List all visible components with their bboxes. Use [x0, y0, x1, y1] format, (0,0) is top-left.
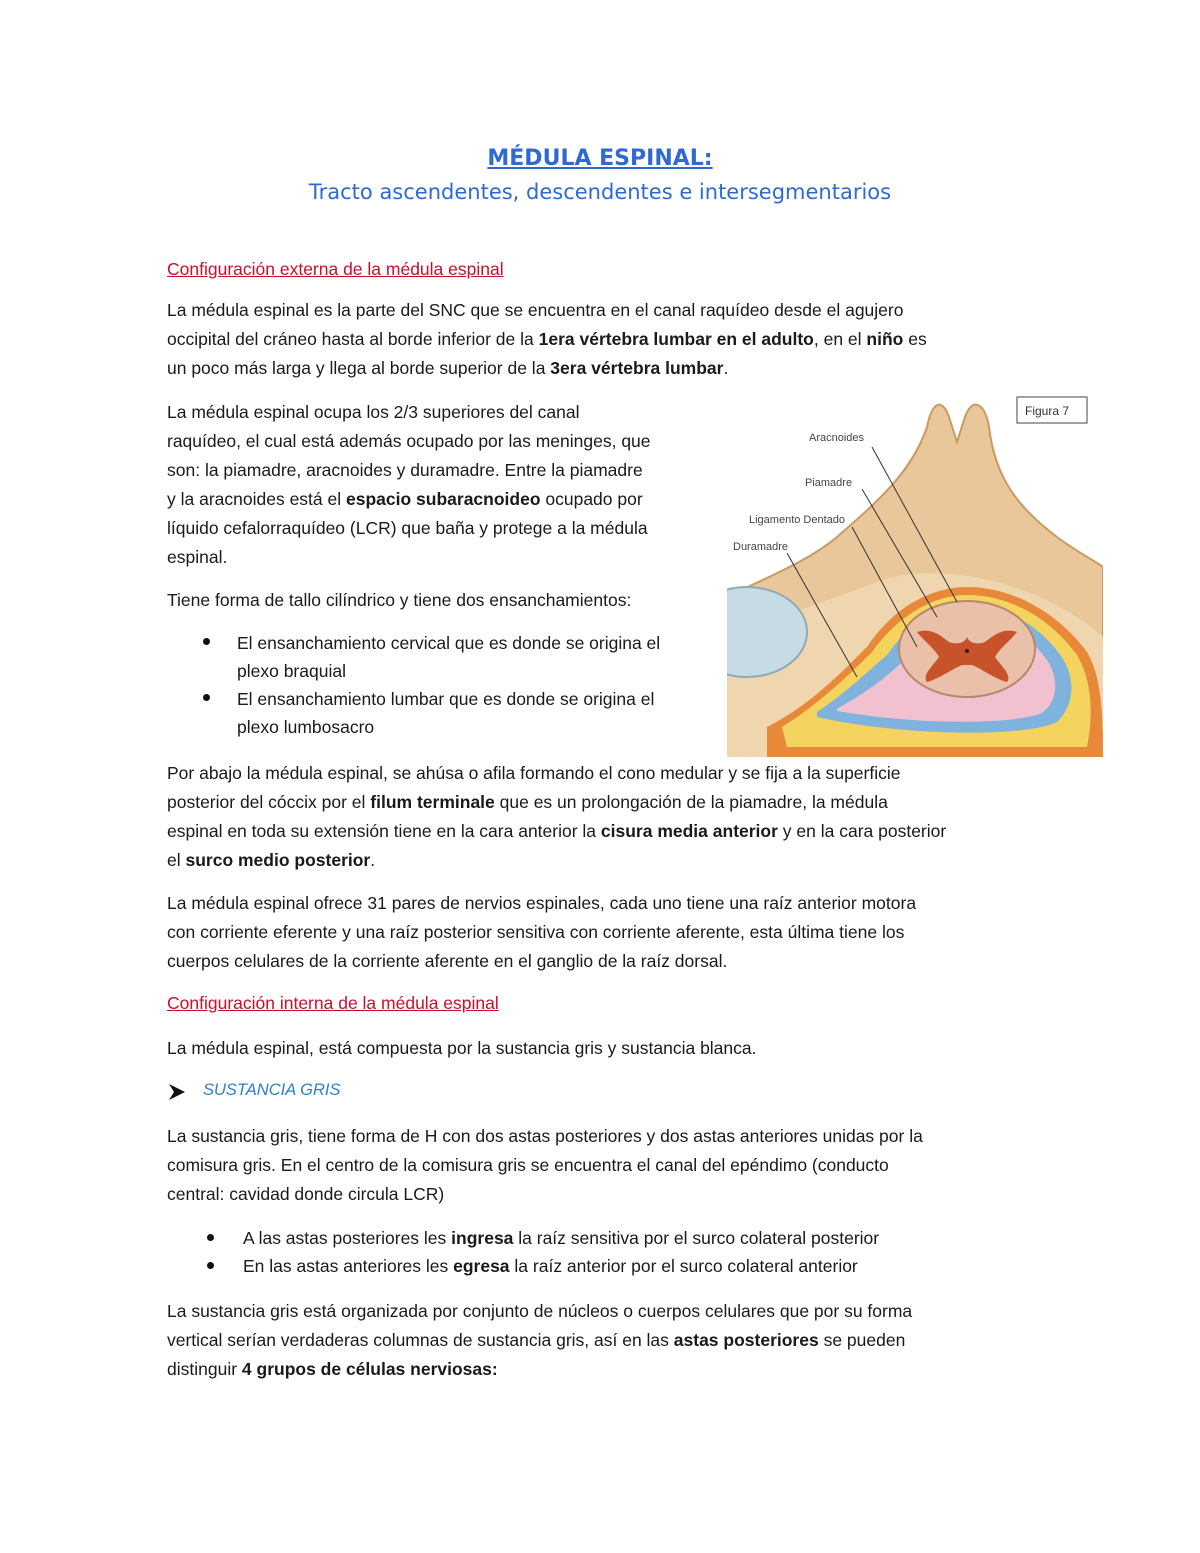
paragraph-grey-matter: [167, 1122, 923, 1209]
text-line: comisura gris. En el centro de la comisura gris se encuentra el canal del epéndimo (conducto: [167, 1155, 889, 1175]
figure-label-duramadre: Duramadre: [733, 541, 789, 553]
bullet-dot: [203, 638, 210, 645]
paragraph-nerves: [167, 889, 916, 976]
text-line: La médula espinal ocupa los 2/3 superiores del canal: [167, 402, 580, 422]
list-item: El ensanchamiento lumbar que es donde se origina el plexo lumbosacro: [237, 689, 655, 737]
paragraph-columns: [167, 1297, 912, 1384]
arrow-bullet-icon: [167, 1083, 187, 1101]
text-line: posterior del cóccix por el filum terminale que es un prolongación de la piamadre, la médula: [167, 792, 888, 812]
figure-label-aracnoides: Aracnoides: [809, 432, 865, 444]
subheading-sustancia-gris: SUSTANCIA GRIS: [203, 1081, 341, 1099]
spinal-cord-figure: [727, 387, 1103, 757]
section-heading-external: Configuración externa de la médula espinal: [167, 259, 504, 279]
paragraph-intro: [167, 296, 927, 383]
text-line: líquido cefalorraquídeo (LCR) que baña y protege a la médula: [167, 518, 648, 538]
text-line: el surco medio posterior.: [167, 850, 376, 870]
text-line: espinal.: [167, 547, 228, 567]
text-line: central: cavidad donde circula LCR): [167, 1184, 445, 1204]
bullet-dot: [203, 694, 210, 701]
bullet-dot: [207, 1234, 214, 1241]
text-line: distinguir 4 grupos de células nerviosas:: [167, 1359, 498, 1379]
list-item: A las astas posteriores les ingresa la raíz sensitiva por el surco colateral posterior: [243, 1228, 880, 1248]
text-line: cuerpos celulares de la corriente aferente en el ganglio de la raíz dorsal.: [167, 951, 728, 971]
text-line: y la aracnoides está el espacio subaracnoideo ocupado por: [167, 489, 643, 509]
bullet-dot: [207, 1262, 214, 1269]
text-line: vertical serían verdaderas columnas de sustancia gris, así en las astas posteriores se pueden: [167, 1330, 906, 1350]
paragraph-filum: [167, 759, 946, 875]
text-line: espinal en toda su extensión tiene en la cara anterior la cisura media anterior y en la cara posterior: [167, 821, 947, 841]
text-line: La médula espinal es la parte del SNC que se encuentra en el canal raquídeo desde el agujero: [167, 300, 904, 320]
spinal-cord-illustration: [727, 387, 1103, 757]
text-line: La médula espinal ofrece 31 pares de nervios espinales, cada uno tiene una raíz anterior motora: [167, 893, 917, 913]
paragraph-composition: La médula espinal, está compuesta por la sustancia gris y sustancia blanca.: [167, 1038, 757, 1058]
figure-label-piamadre: Piamadre: [805, 477, 853, 489]
text-line: occipital del cráneo hasta al borde inferior de la 1era vértebra lumbar en el adulto, en el niño es: [167, 329, 927, 349]
list-item: En las astas anteriores les egresa la raíz anterior por el surco colateral anterior: [243, 1256, 858, 1276]
section-heading-internal: Configuración interna de la médula espinal: [167, 993, 499, 1013]
text-line: La sustancia gris, tiene forma de H con dos astas posteriores y dos astas anteriores unidas por la: [167, 1126, 923, 1146]
page-title: MÉDULA ESPINAL:: [487, 146, 713, 171]
paragraph-meninges: [167, 398, 651, 572]
text-line: un poco más larga y llega al borde superior de la 3era vértebra lumbar.: [167, 358, 729, 378]
list-item: El ensanchamiento cervical que es donde se origina el plexo braquial: [237, 633, 661, 681]
text-line: Por abajo la médula espinal, se ahúsa o afila formando el cono medular y se fija a la superficie: [167, 763, 901, 783]
text-line: con corriente eferente y una raíz posterior sensitiva con corriente aferente, esta última tiene los: [167, 922, 905, 942]
paragraph-shape: Tiene forma de tallo cilíndrico y tiene dos ensanchamientos:: [167, 590, 632, 610]
figure-label-ligamento: Ligamento Dentado: [749, 514, 846, 526]
text-line: La sustancia gris está organizada por conjunto de núcleos o cuerpos celulares que por su forma: [167, 1301, 913, 1321]
page-subtitle: Tracto ascendentes, descendentes e intersegmentarios: [308, 180, 892, 204]
text-line: son: la piamadre, aracnoides y duramadre. Entre la piamadre: [167, 460, 643, 480]
figure-label: Figura 7: [1025, 404, 1070, 418]
text-line: raquídeo, el cual está además ocupado por las meninges, que: [167, 431, 651, 451]
